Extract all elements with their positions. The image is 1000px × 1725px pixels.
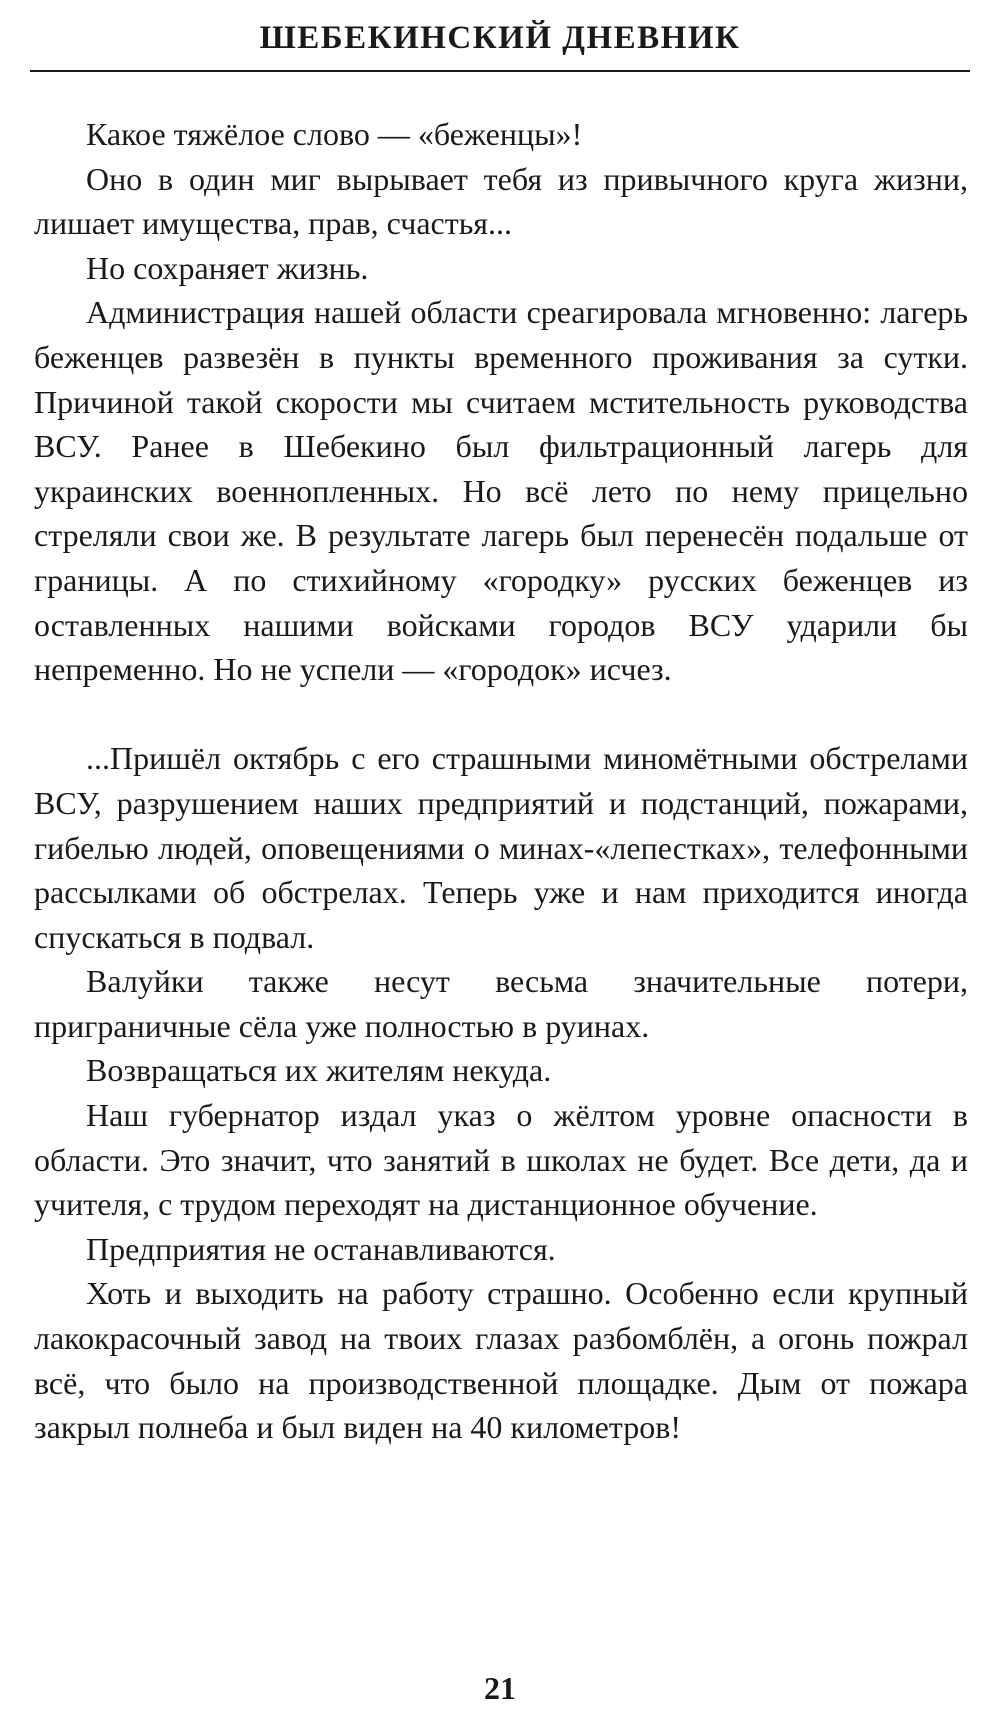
paragraph: ...Пришёл октябрь с его страшными миномётными обстрелами ВСУ, разрушением наших предприятий и подстанций, пожарами, гибелью людей, оповещениями о минах-«лепестках», телефонными рассылками об обстрелах. Теперь уже и нам приходится иногда спускаться в подвал. [34,740,968,955]
paragraph: Возвращаться их жителям некуда. [86,1052,552,1089]
page-number: 21 [484,1670,516,1706]
running-title: ШЕБЕКИНСКИЙ ДНЕВНИК [259,20,741,56]
paragraph: Предприятия не останавливаются. [86,1230,556,1267]
paragraph: Хоть и выходить на работу страшно. Особенно если крупный лакокрасочный завод на твоих глазах разбомблён, а огонь пожрал всё, что было на производственной площадке. Дым от пожара закрыл полнеба и был виден на 40 километров! [34,1275,968,1446]
paragraph: Но сохраняет жизнь. [86,249,369,286]
paragraph: Валуйки также несут весьма значительные потери, приграничные сёла уже полностью в руинах. [34,963,968,1044]
header-rule [30,70,970,72]
paragraph: Оно в один миг вырывает тебя из привычного круга жизни, лишает имущества, прав, счастья... [34,160,968,242]
paragraph: Администрация нашей области среагировала мгновенно: лагерь беженцев развезён в пункты временного проживания за сутки. Причиной такой скорости мы считаем мстительность руководства ВСУ. Ранее в Шебекино был фильтрационный лагерь для украинских военнопленных. Но всё лето по нему прицельно стреляли свои же. В результате лагерь был перенесён подальше от границы. А по стихийному «городку» русских беженцев из оставленных нашими войсками городов ВСУ ударили бы непременно. Но не успели — «городок» исчез. [34,294,968,688]
paragraph: Какое тяжёлое слово — «беженцы»! [86,116,583,152]
paragraph: Наш губернатор издал указ о жёлтом уровне опасности в области. Это значит, что занятий в школах не будет. Все дети, да и учителя, с трудом переходят на дистанционное обучение. [34,1097,968,1223]
body-text [34,112,968,1450]
